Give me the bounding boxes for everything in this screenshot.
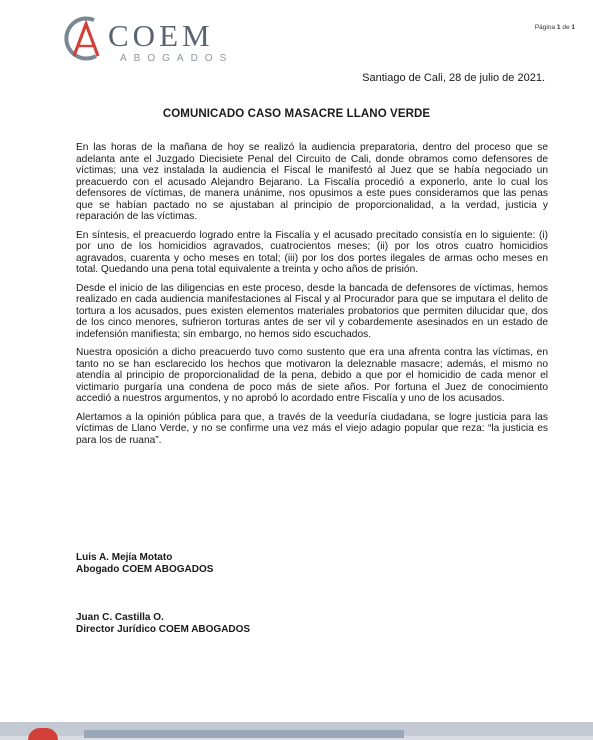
page-number-sep: de	[562, 24, 570, 31]
document-body	[76, 142, 548, 453]
date-line: Santiago de Cali, 28 de julio de 2021.	[362, 72, 545, 84]
signature-block	[76, 612, 250, 635]
next-page-header-fragment	[84, 730, 404, 738]
logo-mark-icon	[60, 14, 110, 62]
logo-brand-text: COEM	[108, 18, 214, 53]
next-page-logo-fragment	[28, 728, 58, 740]
paragraph: En las horas de la mañana de hoy se realizó la audiencia preparatoria, dentro del proceso que se adelanta ante el Juzgado Diecisiete Penal del Circuito de Cali, donde obramos como defensores de víctimas; una vez instalada la audiencia el Fiscal le manifestó al Juez que se había negociado un preacuerdo con el acusado Alejandro Bejarano. La Fiscalía procedió a exponerlo, ante lo cual los defensores de víctimas, de manera unánime, nos opusimos a este pues consideramos que las penas que se habían pactado no se ajustaban al principio de proporcionalidad, a la verdad, justicia y reparación de las víctimas.	[76, 142, 548, 222]
document-title: COMUNICADO CASO MASACRE LLANO VERDE	[162, 108, 431, 120]
page-number	[535, 24, 575, 31]
logo-tagline: ABOGADOS	[120, 53, 234, 64]
paragraph: Nuestra oposición a dicho preacuerdo tuvo como sustento que era una afrenta contra las víctimas, en tanto no se han esclarecido los hechos que motivaron la deleznable masacre; además, el mismo no atendía al principio de proporcionalidad de la pena, debido a que por el homicidio de cada menor el victimario purgaría una condena de poco más de siete años. Por fortuna el Juez de conocimiento accedió a nuestros argumentos, y no aprobó lo acordado entre Fiscalía y uno de los acusados.	[76, 347, 548, 404]
paragraph: Desde el inicio de las diligencias en este proceso, desde la bancada de defensores de víctimas, hemos realizado en cada audiencia manifestaciones al Fiscal y al Procurador para que se imputara el delito de tortura a los acusados, pues existen elementos materiales probatorios que permiten dilucidar que, dos de los cinco menores, sufrieron torturas antes de ser vil y cobardemente asesinados en un estado de indefensión manifiesta; sin embargo, no hemos sido escuchados.	[76, 282, 548, 340]
page-number-prefix: Página	[534, 24, 556, 31]
paragraph: Alertamos a la opinión pública para que, a través de la veeduría ciudadana, se logre justicia para las víctimas de Llano Verde, y no se confirme una vez más el viejo adagio popular que reza: “la justicia es para los de ruana”.	[76, 411, 548, 446]
page-number-total: 1	[571, 24, 575, 31]
paragraph: En síntesis, el preacuerdo logrado entre la Fiscalía y el acusado precitado consistía en lo siguiente: (i) por uno de los homicidios agravados, cuatrocientos meses; (ii) por los otros cuatro homicidios agravados, cuarenta y ocho meses en total; (iii) por los dos portes ilegales de armas ocho meses en total. Quedando una pena total equivalente a treinta y ocho años de prisión.	[76, 229, 548, 275]
signer-name: Juan C. Castilla O.	[76, 612, 164, 623]
signer-name: Luis A. Mejía Motato	[76, 552, 173, 563]
signer-role: Abogado COEM ABOGADOS	[76, 563, 214, 575]
coem-logo	[60, 14, 260, 62]
signer-role: Director Jurídico COEM ABOGADOS	[76, 623, 251, 635]
page-number-current: 1	[556, 24, 561, 31]
signature-block	[76, 552, 213, 575]
